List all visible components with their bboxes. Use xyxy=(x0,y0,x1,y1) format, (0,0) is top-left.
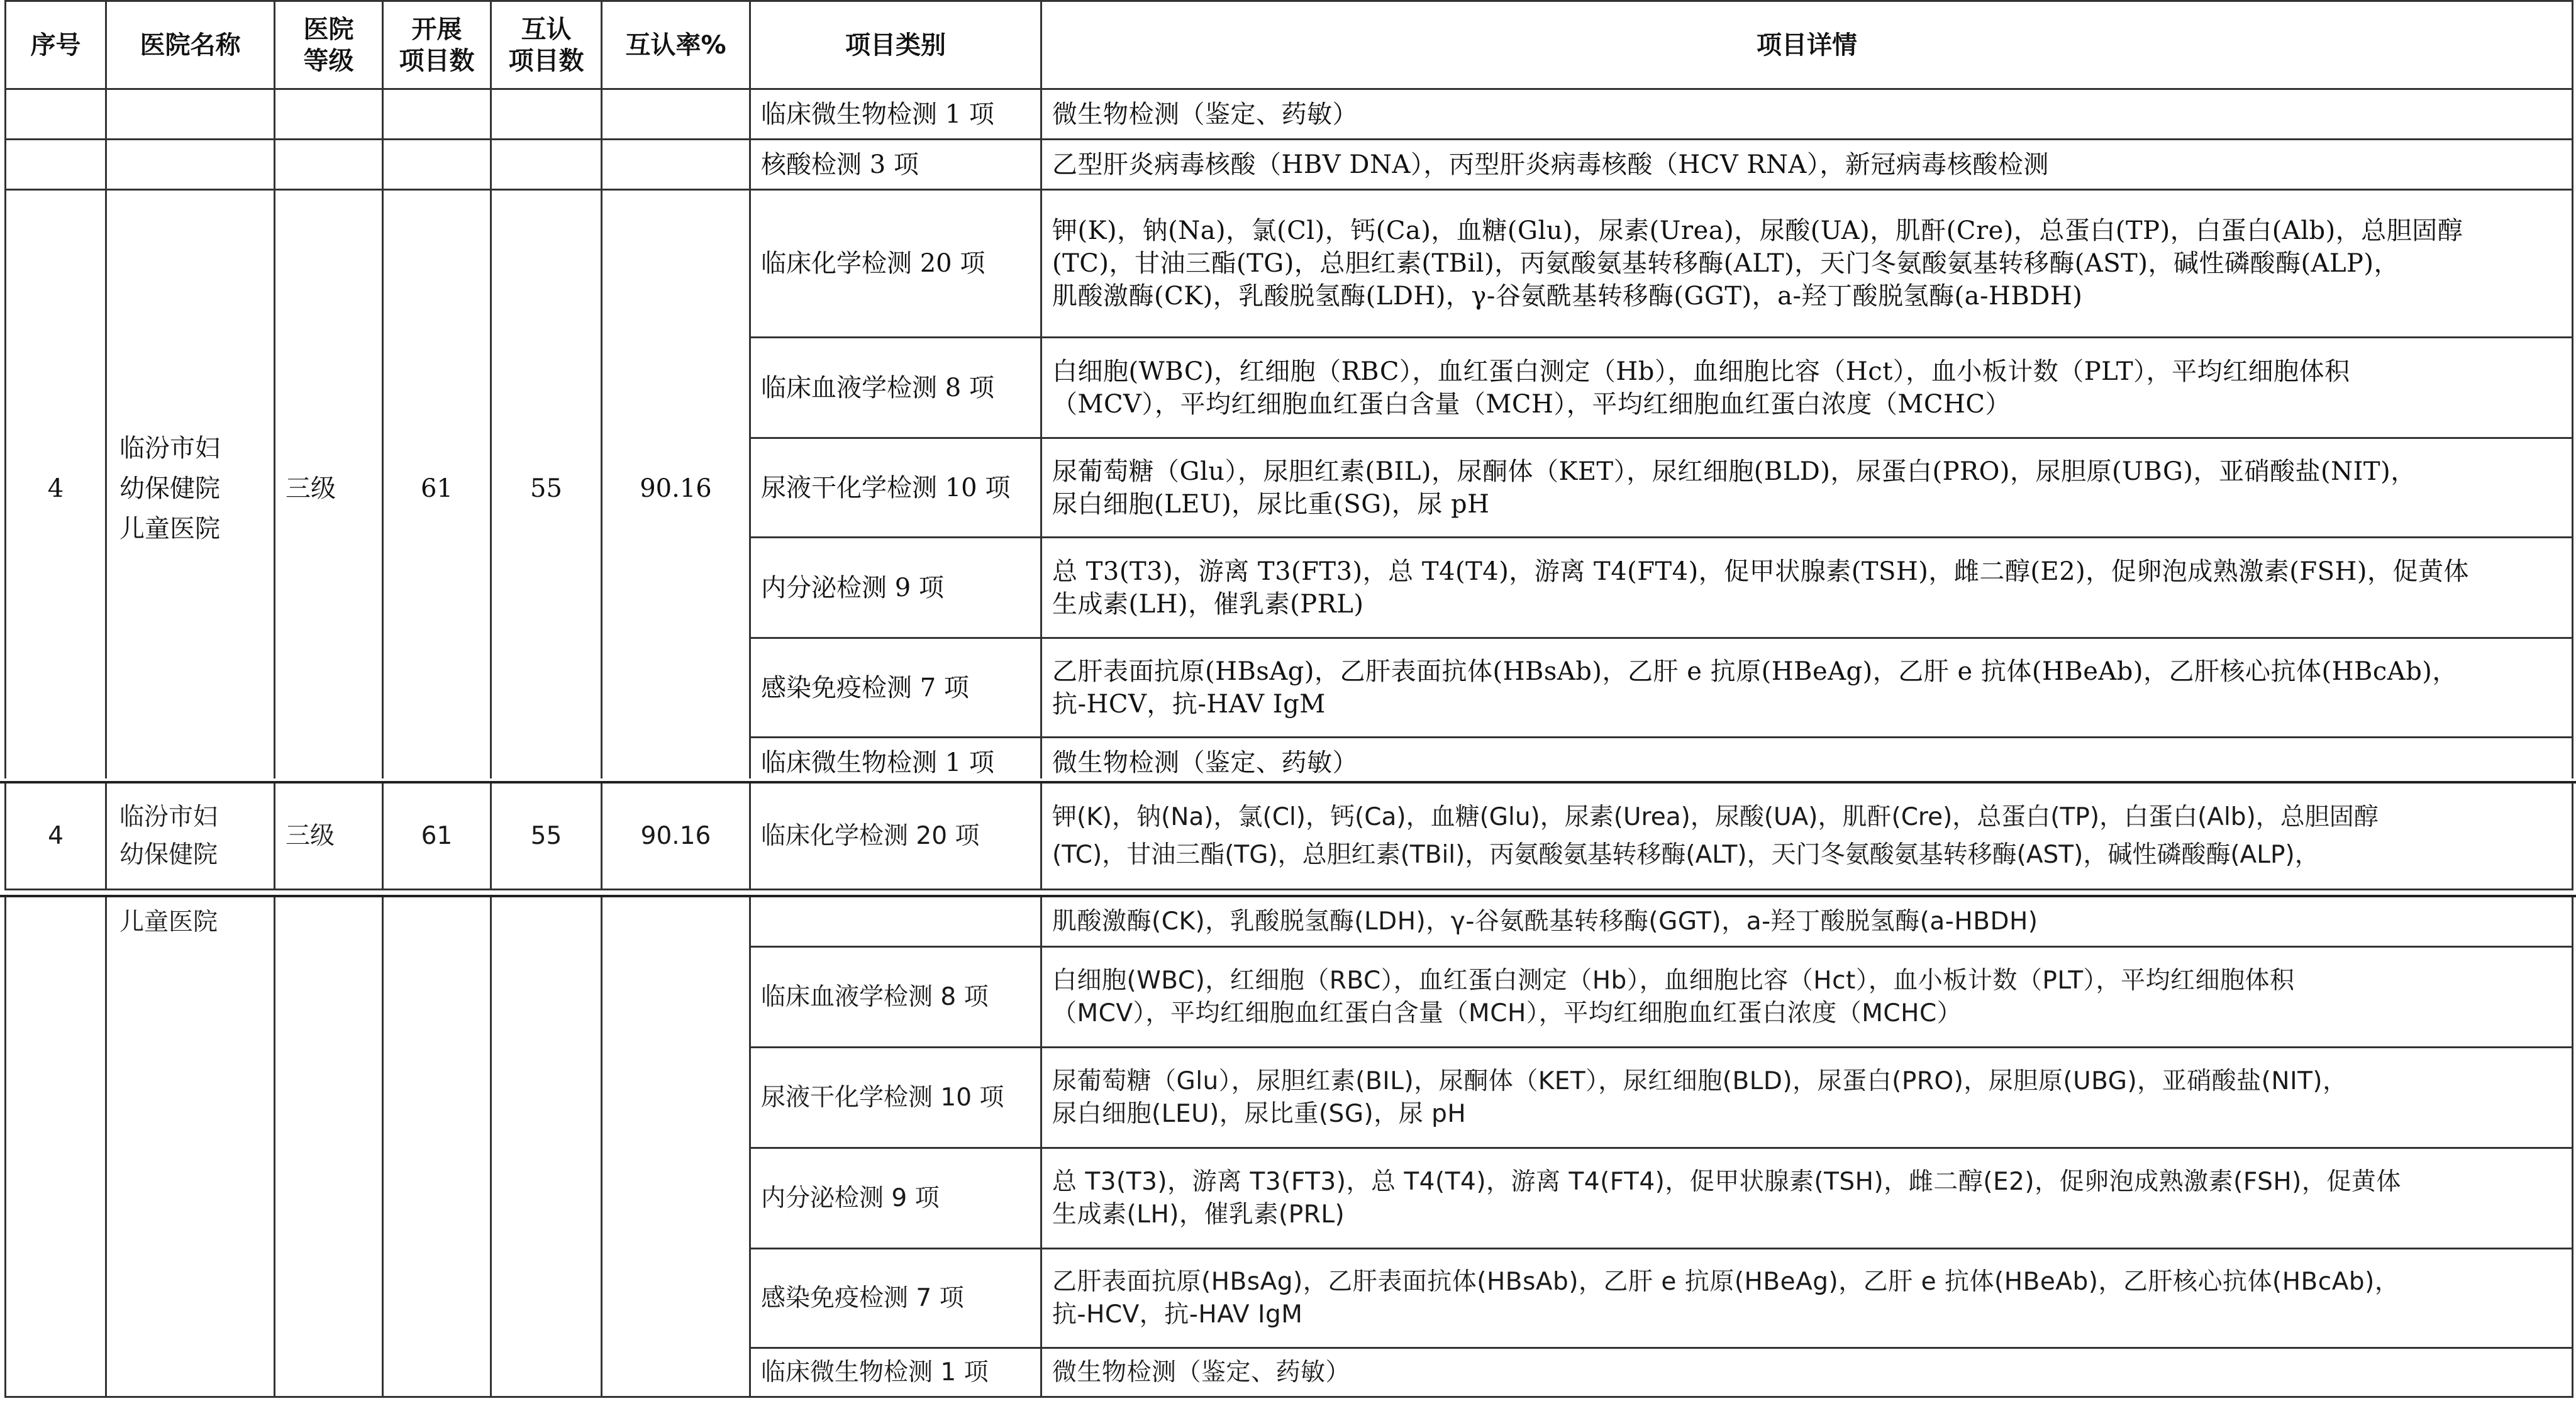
category-cell: 临床化学检测 20 项 xyxy=(750,190,1041,338)
repeat-table-strip xyxy=(4,782,2573,890)
detail-cell: 微生物检测（鉴定、药敏） xyxy=(1041,1348,2573,1397)
detail-cell: 尿葡萄糖（Glu），尿胆红素(BIL)，尿酮体（KET），尿红细胞(BLD)，尿蛋白(PRO)，尿胆原(UBG)，亚硝酸盐(NIT)， 尿白细胞(LEU)，尿比重(SG)，尿 pH xyxy=(1041,1048,2573,1148)
detail-cell: 总 T3(T3)，游离 T3(FT3)，总 T4(T4)，游离 T4(FT4)，促甲状腺素(TSH)，雌二醇(E2)，促卵泡成熟激素(FSH)，促黄体 生成素(LH)，催乳素(PRL) xyxy=(1041,538,2573,638)
detail-cell: 总 T3(T3)，游离 T3(FT3)，总 T4(T4)，游离 T4(FT4)，促甲状腺素(TSH)，雌二醇(E2)，促卵泡成熟激素(FSH)，促黄体 生成素(LH)，催乳素(PRL) xyxy=(1041,1148,2573,1249)
category-cell: 临床微生物检测 1 项 xyxy=(750,89,1041,140)
header-mutual-items: 互认 项目数 xyxy=(491,1,602,89)
detail-cell: 乙肝表面抗原(HBsAg)，乙肝表面抗体(HBsAb)，乙肝 e 抗原(HBeAg)，乙肝 e 抗体(HBeAb)，乙肝核心抗体(HBcAb)， 抗-HCV，抗-HAV IgM xyxy=(1041,1249,2573,1348)
hospital-level-cell: 三级 xyxy=(275,190,383,779)
header-hospital-name: 医院名称 xyxy=(106,1,275,89)
detail-cell: 白细胞(WBC)，红细胞（RBC），血红蛋白测定（Hb），血细胞比容（Hct），血小板计数（PLT），平均红细胞体积 （MCV），平均红细胞血红蛋白含量（MCH），平均红细胞血红蛋白浓度（MCHC） xyxy=(1041,947,2573,1048)
category-cell: 临床化学检测 20 项 xyxy=(750,783,1041,890)
detail-cell: 钾(K)，钠(Na)，氯(Cl)，钙(Ca)，血糖(Glu)，尿素(Urea)，尿酸(UA)，肌酐(Cre)，总蛋白(TP)，白蛋白(Alb)，总胆固醇 (TC)，甘油三酯(TG)，总胆红素(TBil)，丙氨酸氨基转移酶(ALT)，天门冬氨酸氨基转移酶(AST)，碱性磷酸酶(ALP)， xyxy=(1041,783,2573,890)
detail-cell: 微生物检测（鉴定、药敏） xyxy=(1041,738,2573,779)
mutual-items-cell: 55 xyxy=(491,783,602,890)
hospital-name-cell: 临汾市妇 幼保健院 xyxy=(106,783,275,890)
seq-cell: 4 xyxy=(6,190,106,779)
header-seq: 序号 xyxy=(6,1,106,89)
repeat-table-continuation xyxy=(4,897,2573,1398)
category-cell: 核酸检测 3 项 xyxy=(750,140,1041,190)
category-cell: 临床微生物检测 1 项 xyxy=(750,738,1041,779)
header-row xyxy=(6,1,2573,89)
detail-cell: 白细胞(WBC)，红细胞（RBC），血红蛋白测定（Hb），血细胞比容（Hct），血小板计数（PLT），平均红细胞体积 （MCV），平均红细胞血红蛋白含量（MCH），平均红细胞血红蛋白浓度（MCHC） xyxy=(1041,338,2573,438)
header-total-items: 开展 项目数 xyxy=(383,1,491,89)
category-cell: 尿液干化学检测 10 项 xyxy=(750,438,1041,538)
category-cell: 尿液干化学检测 10 项 xyxy=(750,1048,1041,1148)
category-cell: 感染免疫检测 7 项 xyxy=(750,638,1041,738)
category-cell: 感染免疫检测 7 项 xyxy=(750,1249,1041,1348)
header-category: 项目类别 xyxy=(750,1,1041,89)
total-items-cell: 61 xyxy=(383,783,491,890)
category-cell: 临床微生物检测 1 项 xyxy=(750,1348,1041,1397)
mutual-items-cell: 55 xyxy=(491,190,602,779)
mutual-rate-cell: 90.16 xyxy=(602,190,750,779)
table-row xyxy=(6,783,2573,890)
total-items-cell: 61 xyxy=(383,190,491,779)
hospital-level-cell: 三级 xyxy=(275,783,383,890)
detail-cell: 微生物检测（鉴定、药敏） xyxy=(1041,89,2573,140)
category-cell: 内分泌检测 9 项 xyxy=(750,538,1041,638)
hospital-name-tail-cell: 儿童医院 xyxy=(106,897,275,1397)
table-row xyxy=(6,89,2573,140)
detail-cell: 尿葡萄糖（Glu），尿胆红素(BIL)，尿酮体（KET），尿红细胞(BLD)，尿蛋白(PRO)，尿胆原(UBG)，亚硝酸盐(NIT)， 尿白细胞(LEU)，尿比重(SG)，尿 pH xyxy=(1041,438,2573,538)
table-row xyxy=(6,897,2573,947)
table-segment-repeat-strip xyxy=(0,781,2576,897)
category-cell: 内分泌检测 9 项 xyxy=(750,1148,1041,1249)
header-mutual-rate: 互认率% xyxy=(602,1,750,89)
detail-cell: 钾(K)，钠(Na)，氯(Cl)，钙(Ca)，血糖(Glu)，尿素(Urea)，尿酸(UA)，肌酐(Cre)，总蛋白(TP)，白蛋白(Alb)，总胆固醇 (TC)，甘油三酯(TG)，总胆红素(TBil)，丙氨酸氨基转移酶(ALT)，天门冬氨酸氨基转移酶(AST)，碱性磷酸酶(ALP)， 肌酸激酶(CK)，乳酸脱氢酶(LDH)，γ-谷氨酰基转移酶(GGT)，a-羟丁酸脱氢酶(a-HBDH) xyxy=(1041,190,2573,338)
detail-cell: 乙型肝炎病毒核酸（HBV DNA），丙型肝炎病毒核酸（HCV RNA），新冠病毒核酸检测 xyxy=(1041,140,2573,190)
table-segment-repeat-continuation xyxy=(0,897,2576,1423)
category-cell: 临床血液学检测 8 项 xyxy=(750,947,1041,1048)
mutual-rate-cell: 90.16 xyxy=(602,783,750,890)
detail-cell: 乙肝表面抗原(HBsAg)，乙肝表面抗体(HBsAb)，乙肝 e 抗原(HBeAg)，乙肝 e 抗体(HBeAb)，乙肝核心抗体(HBcAb)， 抗-HCV，抗-HAV IgM xyxy=(1041,638,2573,738)
table-row xyxy=(6,140,2573,190)
table-row xyxy=(6,190,2573,338)
mutual-recognition-table xyxy=(4,0,2573,778)
detail-cell: 肌酸激酶(CK)，乳酸脱氢酶(LDH)，γ-谷氨酰基转移酶(GGT)，a-羟丁酸脱氢酶(a-HBDH) xyxy=(1041,897,2573,947)
category-cell: 临床血液学检测 8 项 xyxy=(750,338,1041,438)
hospital-name-cell: 临汾市妇 幼保健院 儿童医院 xyxy=(106,190,275,779)
header-detail: 项目详情 xyxy=(1041,1,2573,89)
header-hospital-level: 医院 等级 xyxy=(275,1,383,89)
seq-cell: 4 xyxy=(6,783,106,890)
